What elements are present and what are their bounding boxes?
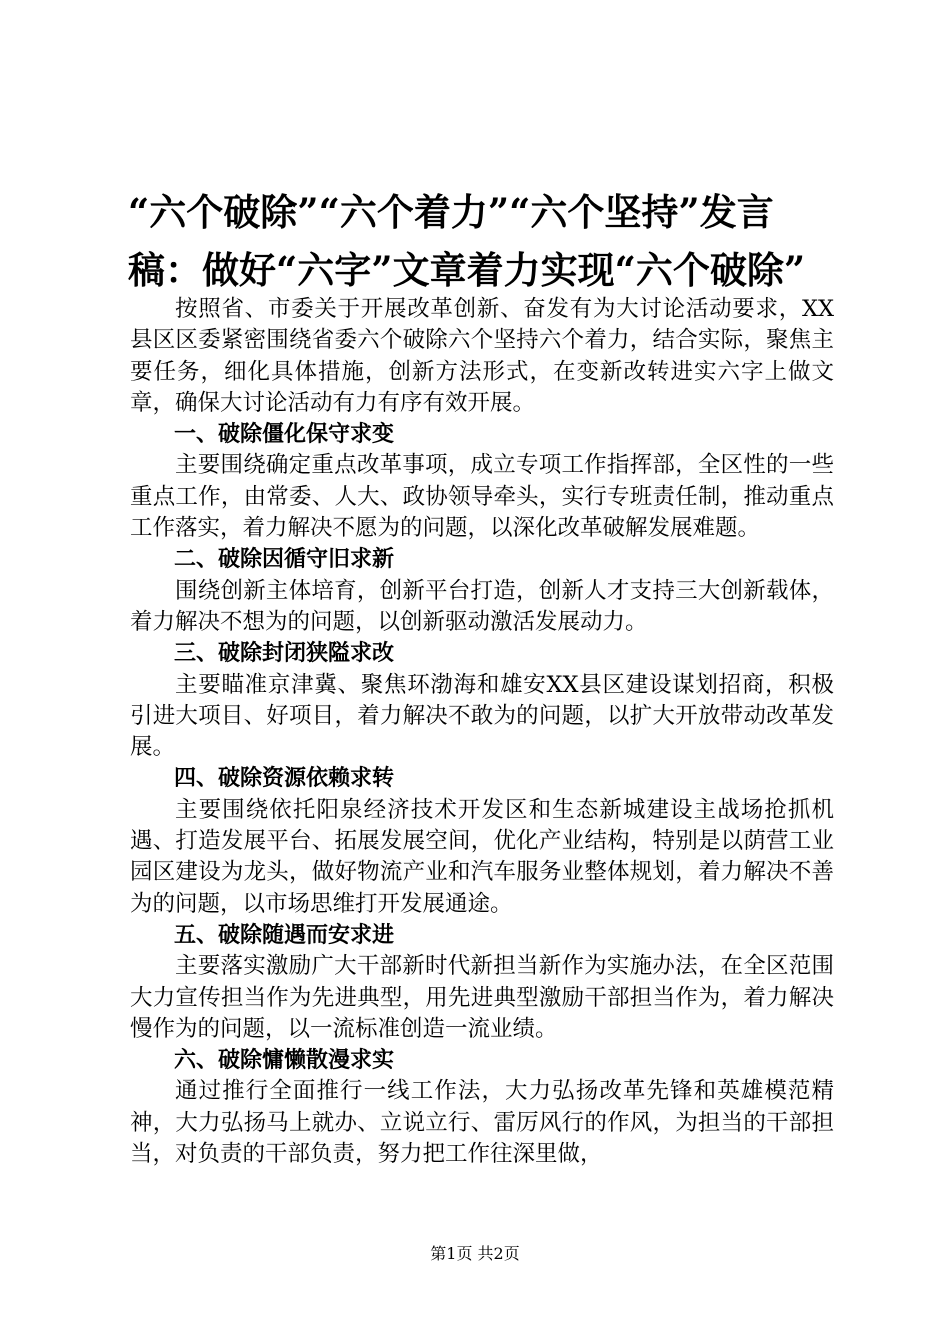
section-heading-5: 五、破除随遇而安求进 [174, 922, 395, 948]
section-heading-1: 一、破除僵化保守求变 [174, 422, 395, 448]
document-title-line-1: “六个破除”“六个着力”“六个坚持”发言 [128, 190, 774, 234]
document-title-line-2: 稿：做好“六字”文章着力实现“六个破除” [128, 248, 806, 292]
section-heading-6: 六、破除慵懒散漫求实 [174, 1048, 395, 1074]
intro-paragraph: 按照省、市委关于开展改革创新、奋发有为大讨论活动要求，XX县区区委紧密围绕省委六个破除六个坚持六个着力，结合实际，聚焦主要任务，细化具体措施，创新方法形式，在变新改转进实六字上做文章，确保大讨论活动有力有序有效开展。 [130, 296, 834, 416]
page-number-footer: 第1页 共2页 [430, 1244, 520, 1263]
document-body [130, 294, 834, 1170]
section-body-6: 通过推行全面推行一线工作法，大力弘扬改革先锋和英雄模范精神，大力弘扬马上就办、立说立行、雷厉风行的作风，为担当的干部担当，对负责的干部负责，努力把工作往深里做， [130, 1078, 834, 1168]
section-body-2: 围绕创新主体培育，创新平台打造，创新人才支持三大创新载体，着力解决不想为的问题，以创新驱动激活发展动力。 [130, 577, 834, 635]
section-body-4: 主要围绕依托阳泉经济技术开发区和生态新城建设主战场抢抓机遇、打造发展平台、拓展发展空间，优化产业结构，特别是以荫营工业园区建设为龙头，做好物流产业和汽车服务业整体规划，着力解决不善为的问题，以市场思维打开发展通途。 [130, 796, 834, 917]
section-heading-3: 三、破除封闭狭隘求改 [174, 641, 395, 667]
section-heading-2: 二、破除因循守旧求新 [174, 547, 395, 573]
section-heading-4: 四、破除资源依赖求转 [174, 766, 395, 792]
section-body-3: 主要瞄准京津冀、聚焦环渤海和雄安XX县区建设谋划招商，积极引进大项目、好项目，着力解决不敢为的问题，以扩大开放带动改革发展。 [130, 671, 834, 761]
section-body-1: 主要围绕确定重点改革事项，成立专项工作指挥部，全区性的一些重点工作，由常委、人大、政协领导牵头，实行专班责任制，推动重点工作落实，着力解决不愿为的问题，以深化改革破解发展难题。 [130, 452, 834, 542]
section-body-5: 主要落实激励广大干部新时代新担当新作为实施办法，在全区范围大力宣传担当作为先进典型，用先进典型激励干部担当作为，着力解决慢作为的问题，以一流标准创造一流业绩。 [130, 953, 834, 1042]
